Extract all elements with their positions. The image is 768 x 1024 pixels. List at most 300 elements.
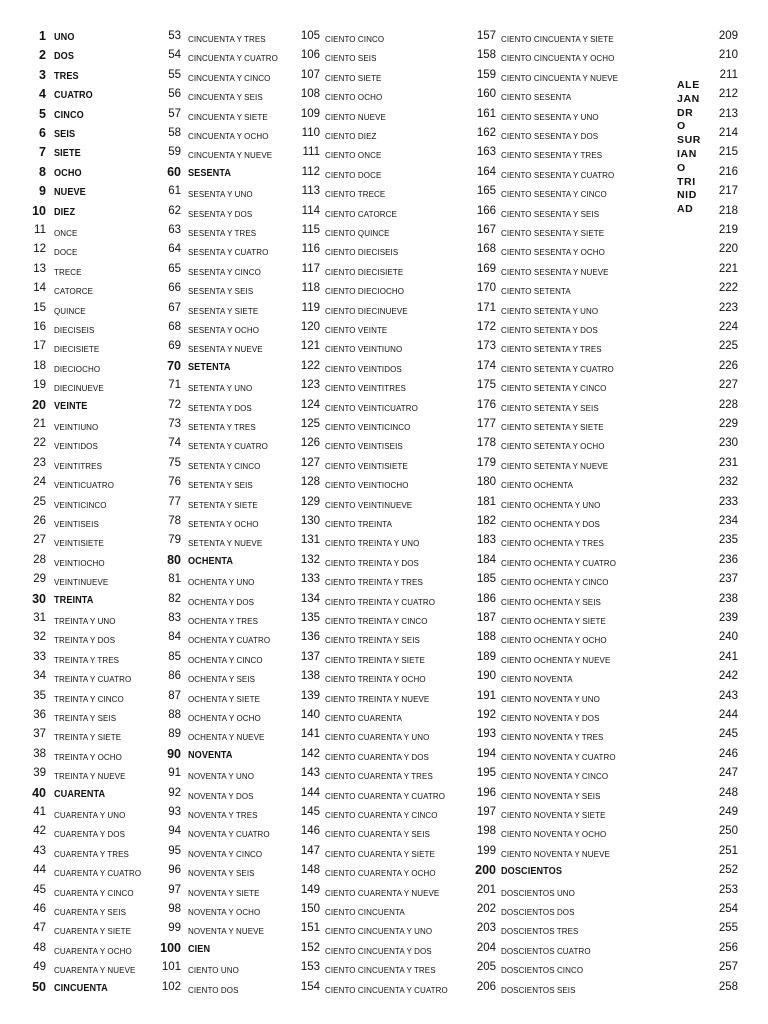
number-word: CIENTO NOVENTA Y SIETE	[501, 810, 606, 820]
number-word: DOCE	[54, 247, 78, 258]
number-digit: 69	[168, 340, 181, 353]
number-word: CIENTO SETENTA Y OCHO	[501, 441, 605, 452]
number-word: CIENTO NOVENTA Y CUATRO	[501, 751, 616, 762]
number-digit: 222	[718, 282, 738, 295]
number-digit: 55	[168, 68, 181, 81]
number-digit: 77	[168, 495, 181, 508]
number-digit: 175	[476, 379, 496, 392]
author-line: NID	[677, 189, 697, 202]
number-word: DOSCIENTOS CINCO	[501, 965, 584, 976]
number-word: TREINTA Y NUEVE	[54, 771, 126, 782]
number-digit: 145	[300, 806, 320, 818]
number-digit: 27	[33, 534, 46, 547]
number-digit: 221	[718, 262, 738, 275]
number-word: CIENTO NOVENTA Y TRES	[501, 732, 604, 743]
number-digit: 99	[168, 922, 181, 935]
number-word: CIENTO ONCE	[325, 150, 382, 161]
number-word: CIENTO CINCO	[325, 34, 385, 44]
number-digit: 244	[718, 709, 738, 721]
number-digit: 4	[39, 87, 46, 102]
number-digit: 127	[300, 456, 320, 469]
number-digit: 79	[168, 534, 181, 547]
number-word: CUARENTA Y TRES	[54, 848, 129, 859]
number-word: CIENTO TREINTA Y SEIS	[325, 635, 420, 646]
number-digit: 152	[300, 941, 320, 954]
number-word: TREINTA Y DOS	[54, 635, 116, 646]
number-word: DOSCIENTOS TRES	[501, 926, 579, 937]
author-line: JAN	[677, 92, 700, 105]
number-word: CIENTO SETENTA Y TRES	[501, 344, 602, 355]
number-word: ONCE	[54, 228, 78, 238]
number-word: SESENTA Y OCHO	[188, 325, 260, 335]
number-digit: 179	[476, 456, 496, 469]
number-digit: 184	[476, 553, 496, 566]
number-digit: 199	[476, 844, 496, 857]
number-word: NOVENTA Y CUATRO	[188, 829, 270, 840]
number-word: CIEN	[188, 943, 211, 955]
number-digit: 44	[33, 864, 46, 877]
number-digit: 148	[300, 864, 320, 877]
number-digit: 166	[476, 204, 496, 217]
number-digit: 214	[718, 127, 738, 139]
number-word: CIENTO TREINTA Y UNO	[325, 538, 420, 549]
number-digit: 32	[33, 631, 46, 644]
number-digit: 230	[718, 437, 738, 450]
number-digit: 105	[300, 30, 320, 42]
number-word: SESENTA Y NUEVE	[188, 344, 263, 355]
number-digit: 107	[300, 68, 320, 81]
number-digit: 234	[718, 515, 738, 527]
number-word: VEINTINUEVE	[54, 577, 109, 588]
author-name-vertical	[677, 79, 701, 217]
number-digit: 28	[33, 553, 46, 566]
number-digit: 189	[476, 650, 496, 663]
number-word: CATORCE	[54, 286, 94, 297]
number-word: CIENTO SETENTA Y CUATRO	[501, 363, 614, 374]
number-word: CIENTO TREINTA Y DOS	[325, 557, 419, 568]
number-word: CIENTO OCHENTA Y NUEVE	[501, 654, 611, 665]
number-digit: 240	[718, 631, 738, 644]
number-digit: 102	[161, 980, 181, 993]
number-digit: 25	[33, 495, 46, 508]
number-digit: 196	[476, 786, 496, 799]
number-digit: 67	[168, 301, 181, 314]
number-digit: 45	[33, 883, 46, 896]
number-word: UNO	[54, 32, 75, 43]
number-word: OCHENTA Y SIETE	[188, 693, 261, 704]
number-word: CUARENTA Y SEIS	[54, 907, 127, 917]
number-digit: 46	[33, 903, 46, 915]
number-digit: 144	[300, 786, 320, 799]
number-word: CIENTO NUEVE	[325, 111, 386, 122]
number-digit: 210	[718, 49, 738, 62]
number-word: SETENTA Y SEIS	[188, 480, 253, 491]
number-digit: 9	[39, 184, 46, 199]
number-digit: 153	[300, 961, 320, 974]
number-digit: 6	[39, 126, 46, 140]
number-digit: 226	[718, 359, 738, 372]
number-word: CIENTO NOVENTA Y UNO	[501, 693, 600, 704]
number-digit: 96	[168, 864, 181, 877]
number-digit: 76	[168, 476, 181, 489]
number-word: CIENTO SESENTA Y OCHO	[501, 247, 605, 258]
number-word: CIENTO VEINTICUATRO	[325, 402, 418, 413]
number-digit: 90	[167, 746, 181, 761]
number-word: SESENTA Y TRES	[188, 228, 257, 238]
number-word: SESENTA Y SEIS	[188, 286, 254, 297]
number-digit: 19	[33, 379, 46, 392]
number-digit: 138	[300, 670, 320, 683]
number-digit: 110	[301, 127, 320, 139]
number-word: CIENTO VEINTIOCHO	[325, 480, 409, 491]
number-digit: 66	[168, 282, 181, 295]
number-digit: 64	[168, 243, 181, 256]
number-digit: 117	[301, 262, 320, 275]
number-word: CIENTO CUARENTA Y DOS	[325, 751, 429, 762]
number-word: OCHENTA Y CUATRO	[188, 635, 271, 646]
number-digit: 198	[476, 825, 496, 838]
number-digit: 42	[33, 825, 46, 838]
number-digit: 243	[718, 689, 738, 702]
number-digit: 38	[33, 747, 46, 760]
number-digit: 106	[300, 49, 320, 62]
number-digit: 194	[476, 747, 496, 760]
number-word: CIENTO SESENTA Y SIETE	[501, 228, 605, 238]
number-digit: 7	[39, 145, 46, 160]
number-digit: 30	[32, 591, 46, 606]
number-digit: 192	[476, 709, 496, 721]
number-word: SESENTA Y CUATRO	[188, 247, 269, 258]
number-word: CIENTO CUARENTA Y CINCO	[325, 810, 438, 820]
number-word: VEINTE	[54, 400, 88, 412]
number-word: CIENTO TREINTA Y SIETE	[325, 654, 425, 665]
number-digit: 33	[33, 650, 46, 663]
number-digit: 37	[33, 728, 46, 741]
number-digit: 5	[39, 106, 46, 121]
number-digit: 181	[476, 495, 496, 508]
number-digit: 149	[300, 883, 320, 896]
number-digit: 86	[168, 670, 181, 683]
number-word: CIENTO SESENTA	[501, 92, 572, 103]
number-word: CIENTO TREINTA Y TRES	[325, 577, 423, 588]
number-digit: 15	[33, 301, 46, 314]
number-word: SESENTA Y UNO	[188, 189, 253, 200]
number-digit: 257	[718, 961, 738, 974]
author-line: ALE	[677, 79, 700, 91]
number-word: CIENTO SESENTA Y CUATRO	[501, 169, 615, 180]
number-word: VEINTICUATRO	[54, 480, 115, 491]
number-digit: 203	[476, 922, 496, 935]
number-word: CIENTO CUARENTA Y SIETE	[325, 848, 435, 859]
number-word: CIENTO CUARENTA Y NUEVE	[325, 887, 440, 898]
number-word: CIENTO UNO	[188, 965, 239, 976]
number-digit: 209	[718, 30, 738, 42]
number-digit: 206	[476, 980, 496, 993]
number-digit: 8	[39, 164, 46, 179]
number-digit: 48	[33, 941, 46, 954]
number-digit: 74	[168, 437, 181, 450]
number-word: SETENTA Y CINCO	[188, 460, 261, 471]
number-word: CIENTO TREINTA Y NUEVE	[325, 693, 430, 704]
number-digit: 150	[300, 903, 320, 915]
number-digit: 13	[33, 262, 46, 275]
number-word: SETENTA	[188, 361, 231, 373]
number-digit: 122	[300, 359, 320, 372]
number-word: CIENTO SETENTA Y UNO	[501, 305, 599, 316]
number-word: CUATRO	[54, 90, 93, 102]
number-word: CIENTO OCHENTA Y UNO	[501, 499, 601, 510]
number-word: DIECISIETE	[54, 344, 100, 355]
number-word: CIENTO CINCUENTA Y NUEVE	[501, 72, 619, 83]
number-word: NOVENTA Y NUEVE	[188, 926, 265, 937]
number-word: CIENTO VEINTIUNO	[325, 344, 403, 355]
number-digit: 31	[33, 612, 46, 624]
author-line: O	[677, 120, 686, 133]
number-digit: 251	[718, 844, 738, 857]
number-digit: 187	[476, 612, 496, 624]
number-word: CINCO	[54, 109, 84, 121]
number-word: CIENTO NOVENTA Y SEIS	[501, 790, 601, 801]
number-word: TREINTA Y CINCO	[54, 693, 124, 704]
number-digit: 178	[476, 437, 496, 450]
number-digit: 1	[39, 29, 46, 43]
number-digit: 177	[476, 418, 496, 430]
number-digit: 211	[719, 68, 738, 81]
number-word: CIENTO SETENTA Y SEIS	[501, 402, 599, 413]
number-digit: 248	[718, 786, 738, 799]
number-digit: 160	[476, 88, 496, 101]
number-digit: 114	[301, 204, 320, 217]
number-word: CIENTO NOVENTA Y NUEVE	[501, 848, 610, 859]
number-digit: 93	[168, 806, 181, 818]
number-digit: 213	[718, 107, 738, 120]
number-digit: 97	[168, 883, 181, 896]
number-digit: 10	[32, 203, 46, 218]
number-word: CIENTO VEINTICINCO	[325, 422, 411, 432]
number-word: CIENTO OCHENTA Y CINCO	[501, 577, 609, 588]
number-word: SIETE	[54, 148, 81, 160]
number-digit: 218	[718, 204, 738, 217]
number-word: CIENTO CINCUENTA Y TRES	[325, 965, 436, 976]
number-word: CINCUENTA Y SEIS	[188, 92, 263, 103]
number-word: CIENTO CATORCE	[325, 208, 397, 219]
number-word: VEINTIOCHO	[54, 557, 105, 568]
number-digit: 70	[167, 358, 181, 373]
number-word: TREINTA Y OCHO	[54, 751, 122, 762]
number-digit: 94	[168, 825, 181, 838]
number-digit: 63	[168, 224, 181, 236]
number-digit: 180	[476, 476, 496, 489]
number-digit: 111	[302, 146, 320, 159]
number-word: CIENTO OCHENTA Y DOS	[501, 519, 600, 529]
number-digit: 235	[718, 534, 738, 547]
number-digit: 3	[39, 67, 46, 82]
number-digit: 58	[168, 127, 181, 139]
number-digit: 157	[476, 30, 496, 42]
number-digit: 202	[476, 903, 496, 915]
number-word: CINCUENTA Y SIETE	[188, 111, 268, 122]
number-digit: 47	[33, 922, 46, 935]
number-word: VEINTISEIS	[54, 519, 99, 529]
number-word: CIENTO DIECISEIS	[325, 247, 399, 258]
number-word: SETENTA Y SIETE	[188, 499, 258, 510]
number-digit: 223	[718, 301, 738, 314]
number-word: SETENTA Y TRES	[188, 422, 256, 432]
number-digit: 120	[300, 321, 320, 333]
number-word: CIENTO OCHENTA Y CUATRO	[501, 557, 617, 568]
number-digit: 115	[301, 224, 320, 236]
number-word: DIECIOCHO	[54, 363, 101, 374]
number-digit: 116	[301, 243, 320, 256]
number-digit: 220	[718, 243, 738, 256]
number-word: CIENTO SESENTA Y NUEVE	[501, 266, 609, 277]
number-word: NOVENTA Y CINCO	[188, 848, 263, 859]
number-word: CIENTO NOVENTA Y DOS	[501, 713, 600, 723]
number-word: CINCUENTA Y TRES	[188, 34, 266, 44]
number-word: VEINTICINCO	[54, 499, 107, 510]
number-digit: 16	[33, 321, 46, 333]
number-digit: 200	[475, 863, 496, 878]
number-digit: 242	[718, 670, 738, 683]
number-digit: 246	[718, 747, 738, 760]
number-digit: 128	[300, 476, 320, 489]
number-word: DOSCIENTOS UNO	[501, 887, 575, 898]
number-digit: 57	[168, 107, 181, 120]
author-line: DR	[677, 106, 694, 119]
number-word: CIENTO OCHENTA Y TRES	[501, 538, 604, 549]
number-word: CIENTO SESENTA Y CINCO	[501, 189, 607, 200]
number-word: CIENTO VEINTITRES	[325, 383, 406, 394]
number-word: TREINTA Y CUATRO	[54, 674, 132, 685]
number-word: CIENTO SESENTA Y TRES	[501, 150, 603, 161]
number-digit: 136	[300, 631, 320, 644]
number-digit: 245	[718, 728, 738, 741]
number-digit: 85	[168, 650, 181, 663]
number-digit: 141	[300, 728, 320, 741]
number-digit: 100	[160, 940, 181, 955]
number-word: CIENTO CINCUENTA Y CUATRO	[325, 984, 448, 995]
number-digit: 254	[718, 903, 738, 915]
number-digit: 173	[476, 340, 496, 353]
number-digit: 158	[476, 49, 496, 62]
number-word: TREINTA Y UNO	[54, 616, 116, 626]
number-word: CIENTO DOS	[188, 984, 239, 995]
number-word: CUARENTA Y NUEVE	[54, 965, 136, 976]
number-digit: 197	[476, 806, 496, 818]
number-digit: 18	[33, 359, 46, 372]
number-digit: 147	[300, 844, 320, 857]
number-word: SETENTA Y UNO	[188, 383, 253, 394]
number-word: TREINTA Y TRES	[54, 654, 120, 665]
number-word: VEINTISIETE	[54, 538, 104, 549]
number-digit: 88	[168, 709, 181, 721]
number-word: CIENTO SETENTA	[501, 286, 571, 297]
number-digit: 169	[476, 262, 496, 275]
number-digit: 225	[718, 340, 738, 353]
number-digit: 161	[476, 107, 496, 120]
number-word: NOVENTA	[188, 749, 233, 761]
number-word: VEINTIDOS	[54, 441, 98, 452]
number-digit: 236	[718, 553, 738, 566]
number-word: CIENTO CINCUENTA Y UNO	[325, 926, 433, 937]
number-digit: 72	[168, 398, 181, 411]
number-digit: 12	[33, 243, 46, 256]
number-word: DIECISEIS	[54, 325, 95, 335]
number-digit: 239	[718, 612, 738, 624]
number-word: CIENTO DIEZ	[325, 131, 377, 141]
number-digit: 17	[33, 340, 46, 353]
number-word: OCHENTA Y UNO	[188, 577, 255, 588]
number-digit: 171	[476, 301, 496, 314]
number-digit: 29	[33, 573, 46, 586]
number-digit: 123	[300, 379, 320, 392]
number-digit: 71	[168, 379, 181, 392]
number-digit: 20	[32, 397, 46, 412]
number-word: OCHENTA Y CINCO	[188, 654, 263, 665]
number-word: CIENTO VEINTE	[325, 325, 388, 335]
number-digit: 108	[300, 88, 320, 101]
number-digit: 89	[168, 728, 181, 741]
number-word: TREINTA	[54, 594, 94, 606]
number-word: CINCUENTA Y CUATRO	[188, 53, 278, 64]
number-word: CIENTO VEINTINUEVE	[325, 499, 413, 510]
number-digit: 237	[718, 573, 738, 586]
number-word: NOVENTA Y TRES	[188, 810, 258, 820]
number-word: OCHENTA Y OCHO	[188, 713, 261, 723]
number-digit: 176	[476, 398, 496, 411]
number-word: CIENTO OCHO	[325, 92, 383, 103]
number-digit: 50	[32, 979, 46, 994]
number-digit: 130	[300, 515, 320, 527]
number-word: VEINTIUNO	[54, 422, 99, 432]
number-word: CIENTO CUARENTA Y UNO	[325, 732, 430, 743]
number-digit: 61	[168, 185, 181, 198]
number-digit: 56	[168, 88, 181, 101]
number-digit: 40	[32, 785, 46, 800]
number-word: CIENTO NOVENTA Y CINCO	[501, 771, 609, 782]
number-digit: 43	[33, 844, 46, 857]
number-word: CIENTO DIECISIETE	[325, 266, 404, 277]
number-digit: 185	[476, 573, 496, 586]
number-digit: 14	[33, 282, 46, 295]
number-word: SESENTA	[188, 167, 232, 179]
number-digit: 193	[476, 728, 496, 741]
number-digit: 121	[300, 340, 320, 353]
number-word: SESENTA Y CINCO	[188, 266, 261, 277]
number-digit: 151	[300, 922, 320, 935]
number-digit: 258	[718, 980, 738, 993]
number-digit: 253	[718, 883, 738, 896]
number-word: CIENTO CINCUENTA Y SIETE	[501, 34, 614, 44]
number-word: CIENTO OCHENTA	[501, 480, 574, 491]
number-digit: 75	[168, 456, 181, 469]
number-word: CUARENTA Y SIETE	[54, 926, 132, 937]
number-digit: 91	[168, 767, 181, 780]
number-word: CIENTO SETENTA Y CINCO	[501, 383, 607, 394]
number-digit: 224	[718, 321, 738, 333]
number-digit: 249	[718, 806, 738, 818]
number-digit: 126	[300, 437, 320, 450]
number-word: SESENTA Y DOS	[188, 208, 253, 219]
number-word: CIENTO CUARENTA Y CUATRO	[325, 790, 446, 801]
number-digit: 195	[476, 767, 496, 780]
number-digit: 34	[33, 670, 46, 683]
number-word: NOVENTA Y SIETE	[188, 887, 260, 898]
number-digit: 54	[168, 49, 181, 62]
number-digit: 73	[168, 418, 181, 430]
number-word: SETENTA Y OCHO	[188, 519, 259, 529]
number-word: CIENTO VEINTISEIS	[325, 441, 403, 452]
